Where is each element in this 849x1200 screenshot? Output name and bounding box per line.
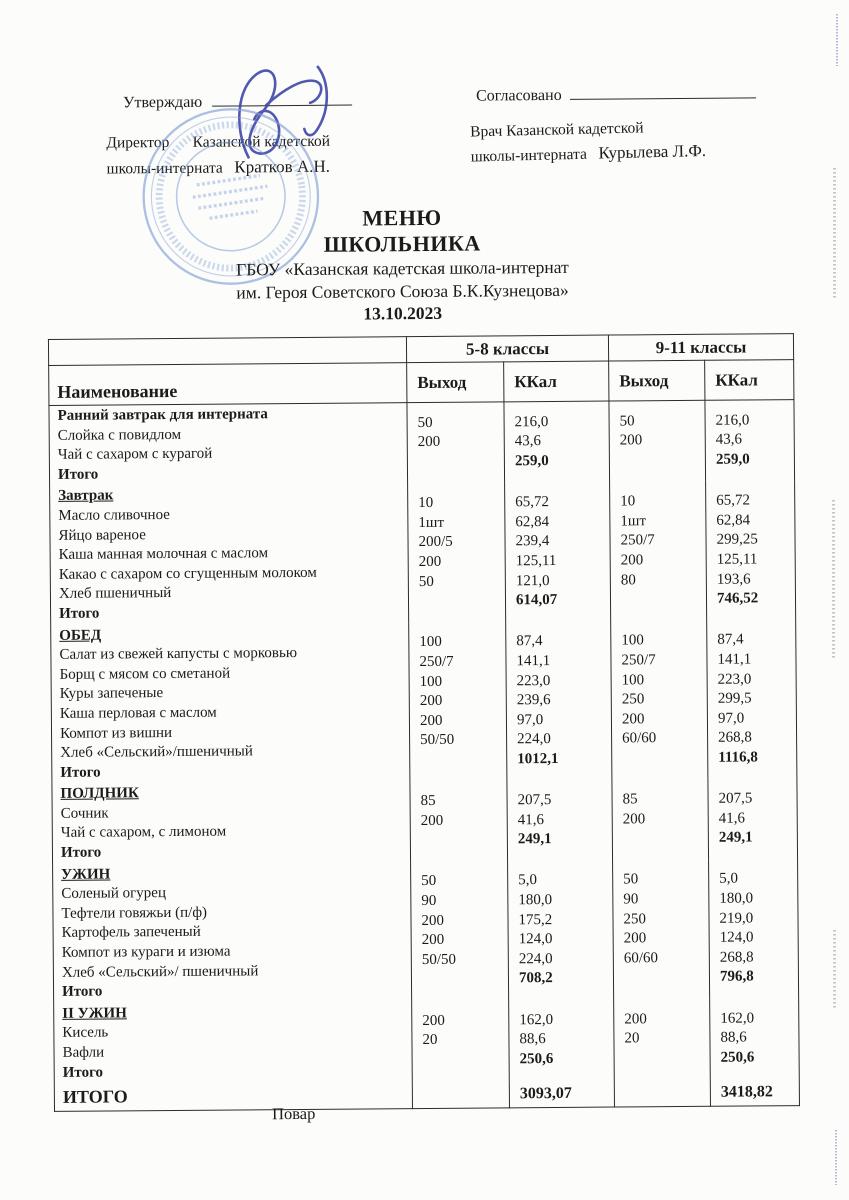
- value: 60/60: [622, 730, 657, 747]
- value: 124,0: [518, 931, 553, 948]
- value-cell: [409, 622, 507, 782]
- scan-artifact: [833, 168, 836, 298]
- value-cell: [610, 481, 707, 621]
- value: 200: [422, 1012, 445, 1029]
- grand-total-value: 3093,07: [519, 1085, 572, 1103]
- corner-cell: [48, 337, 406, 366]
- value-cell: [706, 480, 796, 620]
- empty-value: [419, 592, 503, 612]
- value: 200: [624, 1010, 647, 1028]
- total-value: 249,1: [718, 829, 753, 846]
- dish-name: Яйцо вареное: [58, 526, 146, 544]
- value: 87,4: [717, 631, 744, 649]
- dish-name: Кисель: [62, 1024, 109, 1042]
- dish-name: Хлеб «Сельский»/ пшеничный: [61, 962, 259, 981]
- dish-name: Хлеб пшеничный: [58, 585, 172, 603]
- value-cell: [509, 1080, 614, 1108]
- value: 100: [621, 671, 645, 688]
- value: 60/60: [623, 950, 659, 967]
- scan-artifact: [836, 14, 838, 66]
- value: 207,5: [517, 792, 552, 809]
- value: 125,11: [716, 551, 758, 568]
- value: 97,0: [516, 711, 544, 728]
- value: 207,5: [718, 790, 753, 807]
- value: 121,0: [515, 572, 550, 589]
- approver-name: Курылева Л.Ф.: [598, 140, 707, 163]
- grand-total-label: ИТОГО: [62, 1086, 128, 1108]
- title-line-1: МЕНЮ: [362, 204, 442, 231]
- empty-value: [423, 1050, 507, 1070]
- dish-name-cell: [51, 623, 410, 785]
- menu-section-row: [50, 480, 796, 625]
- dish-name-cell: [50, 484, 409, 626]
- value: 125,11: [515, 552, 557, 570]
- section-title: II УЖИН: [62, 1005, 127, 1022]
- value: 250/7: [621, 652, 656, 669]
- dish-name: Какао с сахаром со сгущенным молоком: [58, 564, 317, 583]
- empty-value: [421, 831, 505, 851]
- value: 250/7: [419, 653, 454, 670]
- dish-name: Чай с сахаром с курагой: [57, 445, 213, 464]
- value: 200: [418, 553, 442, 570]
- value: 10: [620, 493, 636, 510]
- menu-section-row: [49, 400, 795, 487]
- value: 200: [622, 810, 646, 828]
- dish-name: Картофель запеченый: [61, 924, 201, 942]
- value: 250: [621, 691, 645, 708]
- value: 62,84: [716, 512, 751, 529]
- organization-line-1: ГБОУ «Казанская кадетская школа-интернат: [236, 256, 569, 280]
- value: 223,0: [516, 672, 551, 689]
- value: 200: [421, 912, 445, 929]
- column-header-kcal-9-11: ККал: [705, 360, 794, 401]
- approver-name: Кратков А.Н.: [234, 156, 331, 177]
- dish-name: Борщ с мясом со сметаной: [59, 665, 231, 683]
- group-header-9-11: 9-11 классы: [608, 334, 793, 361]
- value: 90: [623, 891, 639, 908]
- value: 43,6: [514, 433, 542, 450]
- total-value: 249,1: [517, 831, 552, 848]
- value-cell: [705, 400, 795, 482]
- dish-name: Вафли: [62, 1044, 105, 1061]
- dish-name: Каша перловая с маслом: [59, 704, 217, 722]
- dish-name: Хлеб «Сельский»/пшеничный: [60, 743, 253, 761]
- value: 50: [418, 573, 434, 590]
- empty-value: [625, 1083, 708, 1103]
- value: 50/50: [421, 951, 457, 968]
- grand-total-row: [54, 1078, 799, 1111]
- value: 90: [421, 892, 437, 910]
- dish-name: Компот из кураги и изюма: [61, 943, 231, 961]
- value: 200: [621, 710, 645, 728]
- value: 43,6: [715, 431, 743, 449]
- total-value: 746,52: [716, 590, 759, 607]
- approve-label: Утверждаю: [123, 93, 203, 112]
- value: 50: [619, 413, 635, 430]
- value: 224,0: [517, 731, 551, 748]
- value-cell: [707, 620, 797, 779]
- cook-label: Повар: [271, 1103, 316, 1124]
- value-cell: [508, 860, 614, 1000]
- total-value: 1116,8: [718, 749, 758, 766]
- value: 180,0: [518, 892, 553, 909]
- value-cell: [410, 781, 508, 862]
- value: 80: [620, 571, 636, 589]
- total-label: Итого: [59, 605, 100, 622]
- value: 100: [621, 632, 644, 649]
- dish-name: Салат из свежей капусты с морковью: [59, 645, 298, 663]
- empty-value: [418, 452, 502, 472]
- value-cell: [614, 1079, 710, 1107]
- approval-right: [476, 83, 756, 105]
- value: 20: [422, 1032, 438, 1049]
- group-header-5-8: 5-8 классы: [406, 335, 608, 363]
- value-cell: [411, 861, 509, 1001]
- scan-artifact: [832, 500, 835, 660]
- value: 200/5: [418, 534, 453, 551]
- agree-label: Согласовано: [475, 86, 562, 105]
- dish-name: Куры запеченые: [59, 685, 164, 703]
- role-line: Директор Казанской кадетской: [106, 132, 331, 152]
- value: 5,0: [518, 872, 538, 889]
- value: 268,8: [718, 729, 752, 746]
- value: 224,0: [518, 950, 553, 968]
- value: 200: [619, 432, 643, 449]
- value: 87,4: [516, 633, 543, 650]
- value: 100: [419, 673, 443, 690]
- menu-table-body: [49, 400, 800, 1112]
- column-header-name: Наименование: [49, 363, 407, 406]
- value-cell: [708, 778, 798, 859]
- value: 193,6: [716, 570, 751, 588]
- empty-value: [622, 749, 705, 769]
- value: 65,72: [716, 492, 751, 509]
- total-label: Итого: [60, 764, 101, 781]
- value: 200: [421, 932, 445, 949]
- total-value: 250,6: [720, 1049, 755, 1066]
- empty-value: [620, 451, 703, 471]
- value: 88,6: [519, 1031, 546, 1048]
- value: 219,0: [719, 910, 754, 927]
- value-cell: [710, 998, 800, 1079]
- total-label: Итого: [57, 466, 99, 483]
- value: 200: [623, 930, 647, 947]
- value: 41,6: [517, 811, 545, 828]
- empty-value: [623, 829, 706, 849]
- value-cell: [611, 620, 708, 779]
- value: 88,6: [720, 1029, 747, 1046]
- value: 85: [622, 791, 638, 808]
- value: 100: [419, 634, 442, 651]
- value-cell: [509, 999, 615, 1080]
- value: 299,25: [716, 531, 758, 549]
- value: 223,0: [717, 670, 752, 688]
- empty-value: [422, 970, 506, 990]
- value-cell: [412, 1081, 509, 1109]
- value: 50/50: [420, 732, 455, 749]
- value: 5,0: [719, 871, 739, 888]
- role-line: Врач Казанской кадетской: [469, 119, 644, 141]
- total-value: 1012,1: [517, 750, 559, 768]
- value: 180,0: [719, 890, 754, 907]
- value-cell: [505, 482, 611, 622]
- value-cell: [710, 1078, 799, 1106]
- value: 200: [417, 434, 441, 451]
- dish-name: Слойка с повидлом: [57, 426, 182, 444]
- section-title: УЖИН: [61, 866, 111, 883]
- value: 268,8: [719, 949, 754, 966]
- value: 10: [418, 495, 434, 512]
- total-value: 796,8: [719, 968, 754, 986]
- dish-name-cell: [49, 403, 408, 487]
- value-cell: [412, 1000, 510, 1081]
- value: 216,0: [715, 412, 750, 429]
- dish-name: Масло сливочное: [58, 506, 170, 524]
- column-header-out-9-11: Выход: [609, 360, 705, 401]
- value-cell: [614, 999, 711, 1080]
- total-value: 259,0: [715, 451, 750, 468]
- column-header-kcal-5-8: ККал: [504, 361, 609, 402]
- grand-total-label-cell: [54, 1081, 412, 1111]
- value: 141,1: [516, 652, 551, 670]
- value-cell: [612, 779, 709, 860]
- organization-line-2: им. Героя Советского Союза Б.К.Кузнецова»: [236, 279, 569, 302]
- empty-value: [621, 590, 704, 610]
- total-label: Итого: [62, 1064, 104, 1081]
- column-header-out-5-8: Выход: [407, 362, 504, 403]
- value-cell: [506, 621, 612, 781]
- value: 200: [420, 812, 444, 829]
- empty-value: [624, 968, 707, 988]
- section-title: Ранний завтрак для интерната: [57, 406, 268, 424]
- scan-artifact: [835, 1130, 837, 1185]
- menu-section-row: [51, 620, 797, 785]
- empty-value: [625, 1049, 708, 1069]
- section-title: ПОЛДНИК: [60, 785, 139, 803]
- dish-name-cell: [52, 781, 411, 864]
- value: 162,0: [720, 1010, 755, 1027]
- total-value: 614,07: [515, 592, 558, 609]
- scan-artifact: [833, 930, 836, 1010]
- role-line: школы-интерната: [470, 145, 599, 166]
- total-value: 259,0: [514, 453, 549, 470]
- menu-table: [48, 333, 800, 1112]
- signature-rule: [570, 83, 756, 99]
- total-value: 708,2: [518, 970, 553, 987]
- value: 65,72: [515, 494, 550, 511]
- value: 50: [623, 871, 639, 888]
- dish-name: Соленый огурец: [61, 885, 167, 903]
- grand-total-value: 3418,82: [720, 1083, 773, 1101]
- value-cell: [407, 402, 505, 484]
- value: 239,4: [515, 533, 550, 550]
- menu-section-row: [54, 998, 800, 1084]
- total-value: 250,6: [519, 1050, 554, 1068]
- value-cell: [507, 780, 613, 861]
- value: 239,6: [516, 692, 551, 709]
- value: 1шт: [418, 514, 445, 531]
- value: 124,0: [719, 929, 754, 946]
- menu-section-row: [53, 859, 799, 1004]
- value: 85: [420, 792, 436, 810]
- dish-name: Тефтели говяжьи (п/ф): [61, 904, 208, 922]
- value: 41,6: [718, 810, 746, 827]
- value: 250: [623, 910, 647, 928]
- approver-right-role: [470, 115, 706, 170]
- value: 299,5: [717, 690, 752, 707]
- value-cell: [609, 400, 706, 482]
- value: 50: [417, 414, 433, 431]
- value: 141,1: [717, 651, 752, 668]
- value: 200: [620, 552, 644, 569]
- dish-name: Чай с сахаром, с лимоном: [60, 824, 227, 842]
- empty-value: [420, 750, 504, 770]
- value: 200: [419, 712, 443, 729]
- value: 200: [419, 692, 443, 710]
- value: 250/7: [620, 532, 655, 549]
- value-cell: [504, 401, 610, 483]
- column-header-row: [49, 360, 794, 406]
- value: 1шт: [620, 513, 647, 530]
- dish-name: Каша манная молочная с маслом: [58, 545, 269, 564]
- menu-date: 13.10.2023: [363, 302, 443, 324]
- value-cell: [408, 483, 506, 623]
- value: 97,0: [717, 710, 745, 727]
- empty-value: [423, 1084, 507, 1104]
- value: 50: [421, 873, 437, 890]
- value: 162,0: [519, 1011, 554, 1028]
- dish-name: Сочник: [60, 805, 109, 822]
- total-label: Итого: [62, 983, 103, 1001]
- value: 20: [624, 1030, 640, 1047]
- dish-name-cell: [53, 862, 412, 1004]
- dish-name: Компот из вишни: [59, 724, 173, 742]
- dish-name-cell: [54, 1001, 413, 1084]
- value: 62,84: [515, 513, 550, 531]
- document-title: [0, 202, 808, 327]
- value-cell: [709, 859, 799, 999]
- menu-section-row: [52, 778, 798, 864]
- value: 216,0: [514, 413, 549, 431]
- value: 175,2: [518, 911, 553, 928]
- role-line: школы-интерната: [106, 159, 235, 178]
- value-cell: [613, 859, 710, 999]
- section-title: Завтрак: [58, 487, 114, 505]
- section-title: ОБЕД: [59, 627, 102, 644]
- total-label: Итого: [60, 844, 102, 861]
- title-line-2: ШКОЛЬНИКА: [323, 230, 481, 257]
